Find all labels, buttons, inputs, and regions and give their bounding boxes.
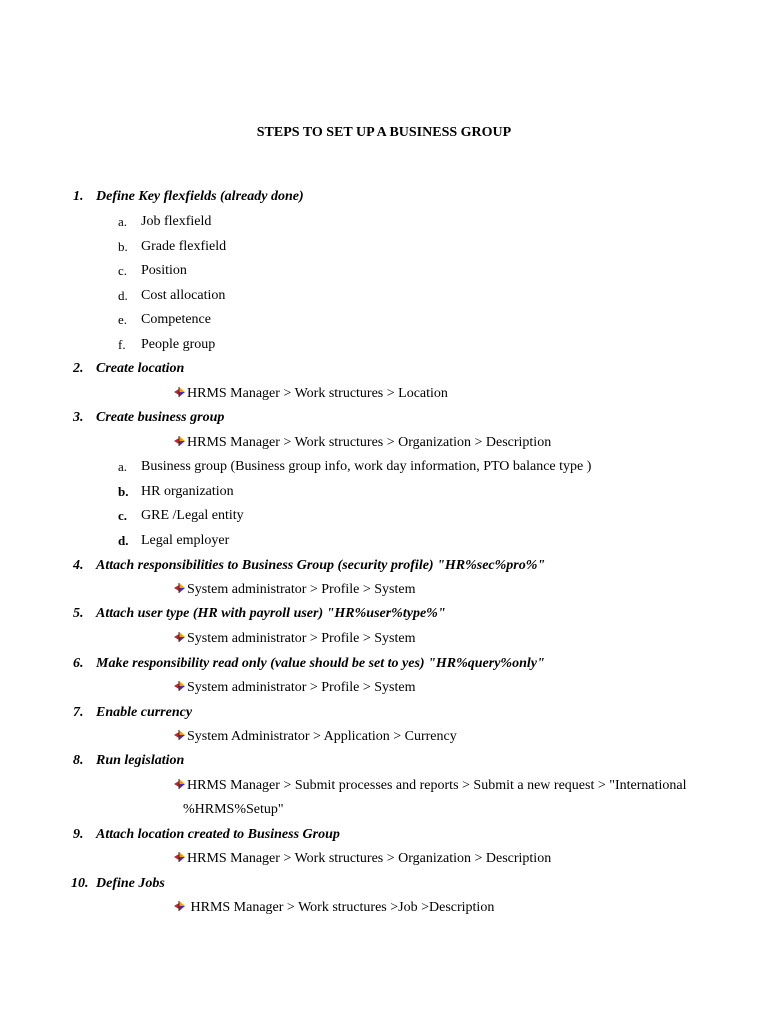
step-number: 8. xyxy=(73,753,84,768)
menu-path xyxy=(174,679,416,697)
step-heading: Define Key flexfields (already done) xyxy=(96,189,304,204)
menu-path-text: HRMS Manager > Work structures > Organization > Description xyxy=(187,435,552,450)
menu-path xyxy=(174,434,551,452)
step-heading: Make responsibility read only (value should be set to yes) "HR%query%only" xyxy=(96,656,545,671)
arrow-bullet-icon xyxy=(174,582,186,594)
sub-item-text: Legal employer xyxy=(141,533,230,548)
sub-item-letter: d. xyxy=(118,288,128,303)
menu-path xyxy=(174,385,448,403)
sub-item-letter: f. xyxy=(118,337,126,352)
arrow-bullet-icon xyxy=(174,631,186,643)
step-heading: Attach responsibilities to Business Group (security profile) "HR%sec%pro%" xyxy=(96,558,546,573)
menu-path xyxy=(174,850,551,868)
sub-item-letter: a. xyxy=(118,459,128,474)
arrow-bullet-icon xyxy=(174,680,186,692)
menu-path xyxy=(174,777,686,795)
menu-path-text: HRMS Manager > Submit processes and reports > Submit a new request > "International xyxy=(187,778,687,793)
sub-item-text: People group xyxy=(141,337,216,352)
arrow-bullet-icon xyxy=(174,851,186,863)
sub-item-letter: d. xyxy=(118,533,129,548)
menu-path xyxy=(174,581,416,599)
step-heading: Define Jobs xyxy=(96,876,165,891)
menu-path xyxy=(174,899,494,917)
step-heading: Create business group xyxy=(96,410,225,425)
sub-item-letter: c. xyxy=(118,508,128,523)
menu-path-text: HRMS Manager > Work structures >Job >Description xyxy=(187,900,495,915)
menu-path xyxy=(174,728,457,746)
step-number: 7. xyxy=(73,705,84,720)
arrow-bullet-icon xyxy=(174,729,186,741)
sub-item-letter: e. xyxy=(118,312,128,327)
arrow-bullet-icon xyxy=(174,778,186,790)
sub-item-letter: b. xyxy=(118,484,129,499)
step-number: 6. xyxy=(73,656,84,671)
step-heading: Create location xyxy=(96,361,185,376)
step-number: 4. xyxy=(73,558,84,573)
step-number: 3. xyxy=(73,410,84,425)
arrow-bullet-icon xyxy=(174,386,186,398)
sub-item-text: Business group (Business group info, work day information, PTO balance type ) xyxy=(141,459,592,474)
menu-path-text: System administrator > Profile > System xyxy=(187,582,416,597)
menu-path-text: HRMS Manager > Work structures > Location xyxy=(187,386,448,401)
document-title: STEPS TO SET UP A BUSINESS GROUP xyxy=(256,125,512,140)
sub-item-text: Cost allocation xyxy=(141,288,226,303)
step-heading: Attach location created to Business Group xyxy=(96,827,340,842)
step-number: 1. xyxy=(73,189,84,204)
step-heading: Run legislation xyxy=(96,753,185,768)
step-number: 5. xyxy=(73,606,84,621)
step-number: 9. xyxy=(73,827,84,842)
menu-path-text: System Administrator > Application > Currency xyxy=(187,729,457,744)
sub-item-text: Competence xyxy=(141,312,211,327)
menu-path-text: System administrator > Profile > System xyxy=(187,631,416,646)
step-number: 2. xyxy=(73,361,84,376)
sub-item-letter: a. xyxy=(118,214,128,229)
sub-item-text: GRE /Legal entity xyxy=(141,508,244,523)
step-number: 10. xyxy=(71,876,89,891)
sub-item-letter: b. xyxy=(118,239,128,254)
step-heading: Attach user type (HR with payroll user) "HR%user%type%" xyxy=(96,606,446,621)
sub-item-text: Job flexfield xyxy=(141,214,212,229)
sub-item-text: HR organization xyxy=(141,484,234,499)
menu-path-text: HRMS Manager > Work structures > Organization > Description xyxy=(187,851,552,866)
sub-item-text: Grade flexfield xyxy=(141,239,227,254)
arrow-bullet-icon xyxy=(174,900,186,912)
menu-path xyxy=(174,630,416,648)
step-heading: Enable currency xyxy=(96,705,193,720)
menu-path-text: System administrator > Profile > System xyxy=(187,680,416,695)
sub-item-letter: c. xyxy=(118,263,128,278)
menu-path-continuation: %HRMS%Setup" xyxy=(183,802,284,817)
sub-item-text: Position xyxy=(141,263,187,278)
arrow-bullet-icon xyxy=(174,435,186,447)
